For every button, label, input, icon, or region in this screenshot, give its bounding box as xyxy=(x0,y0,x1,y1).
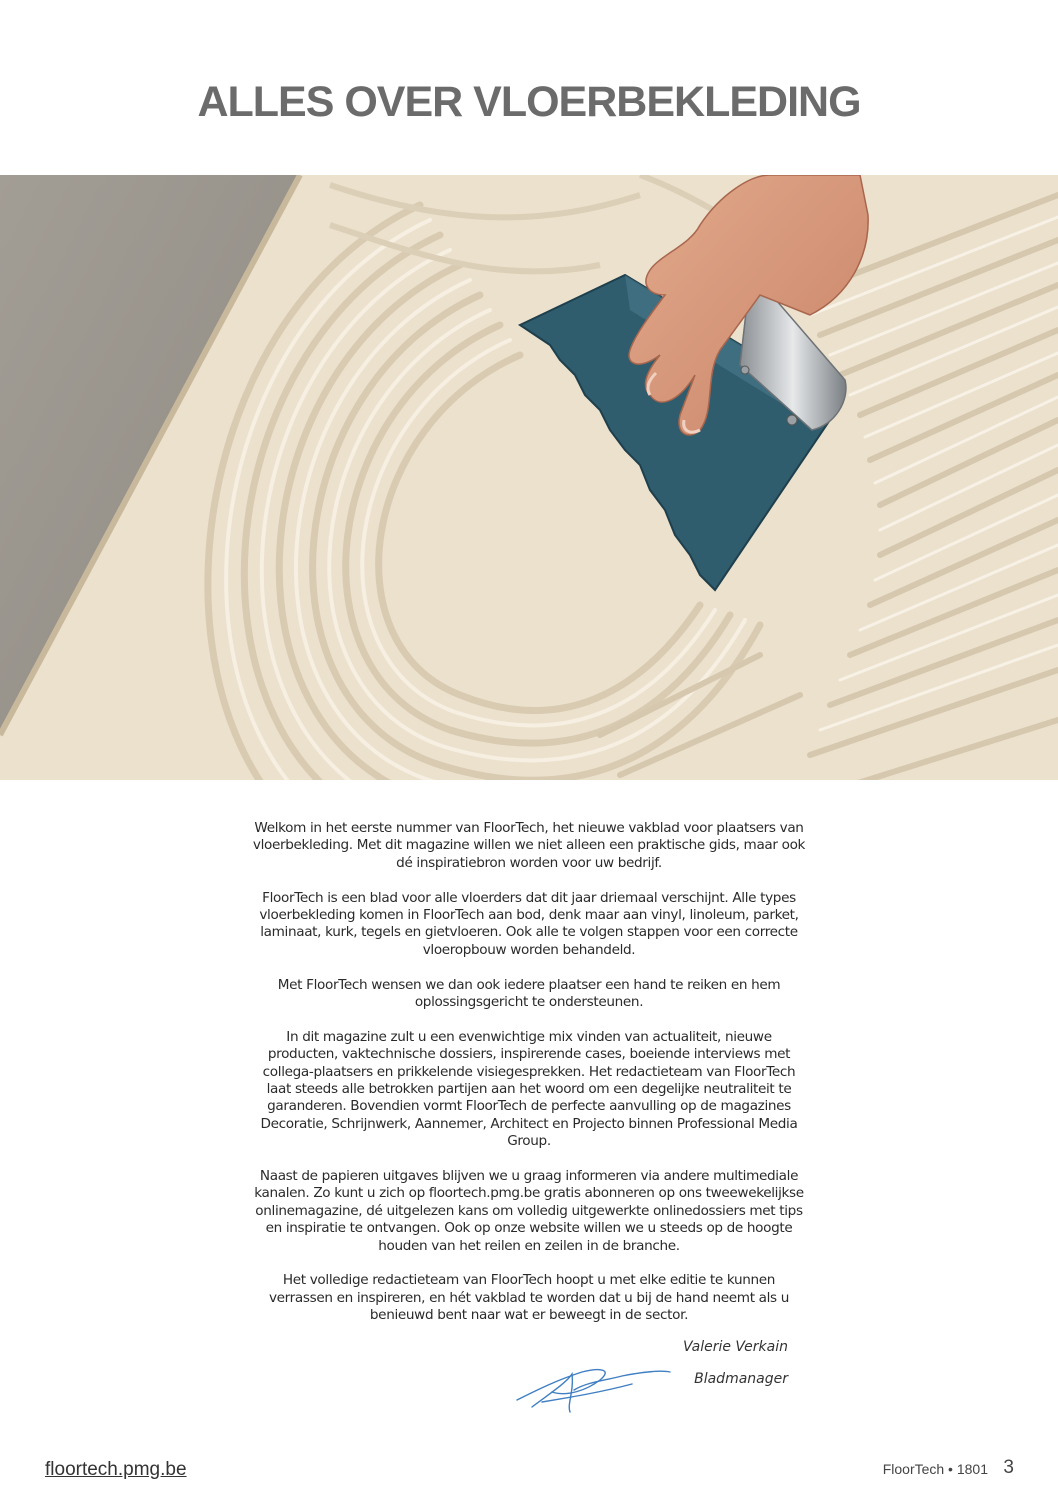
paragraph-1: Welkom in het eerste nummer van FloorTech, het nieuwe vakblad voor plaatsers van vloerbekleding. Met dit magazine willen we niet alleen een praktische gids, maar ook dé inspiratiebron worden voor uw bedrijf. xyxy=(252,820,806,871)
signoff-name: Valerie Verkain xyxy=(682,1339,788,1355)
paragraph-4: In dit magazine zult u een evenwichtige mix vinden van actualiteit, nieuwe producten, vaktechnische dossiers, inspirerende cases, boeiende interviews met collega-plaatsers en prikkelende visiegesprekken. Het redactieteam van FloorTech laat steeds alle betrokken partijen aan het woord om een degelijke neutraliteit te garanderen. Bovendien vormt FloorTech de perfecte aanvulling op de magazines Decoratie, Schrijnwerk, Aannemer, Architect en Projecto binnen Professional Media Group. xyxy=(260,1028,798,1150)
signature-icon xyxy=(512,1362,677,1417)
footer-magazine-issue: FloorTech • 1801 xyxy=(882,1461,988,1477)
paragraph-3: Met FloorTech wensen we dan ook iedere plaatser een hand te reiken en hem oplossingsgericht te ondersteunen. xyxy=(277,976,781,1011)
page-number: 3 xyxy=(1003,1457,1014,1478)
trowel-photo-icon xyxy=(0,175,1058,780)
paragraph-2: FloorTech is een blad voor alle vloerders dat dit jaar driemaal verschijnt. Alle types vloerbekleding komen in FloorTech aan bod, denk maar aan vinyl, linoleum, parket, laminaat, kurk, tegels en gietvloeren. Ook alle te volgen stappen voor een correcte vloeropbouw worden behandeld. xyxy=(259,889,799,958)
page-title: ALLES OVER VLOERBEKLEDING xyxy=(197,78,861,126)
hero-image xyxy=(0,175,1058,780)
footer-website-link[interactable]: floortech.pmg.be xyxy=(45,1459,187,1480)
paragraph-5: Naast de papieren uitgaves blijven we u graag informeren via andere multimediale kanalen. Zo kunt u zich op floortech.pmg.be gratis abonneren op ons tweewekelijkse onlinemagazine, dé uitgelezen kans om volledig uitgewerkte onlinedossiers met tips en inspiratie te ontvangen. Ook op onze website willen we u steeds op de hoogte houden van het reilen en zeilen in de branche. xyxy=(254,1168,804,1254)
article-body xyxy=(250,820,808,1342)
signoff-role: Bladmanager xyxy=(694,1371,788,1387)
paragraph-6: Het volledige redactieteam van FloorTech hoopt u met elke editie te kunnen verrassen en inspireren, en hét vakblad te worden dat u bij de hand neemt als u benieuwd bent naar wat er beweegt in de sector. xyxy=(268,1272,790,1324)
